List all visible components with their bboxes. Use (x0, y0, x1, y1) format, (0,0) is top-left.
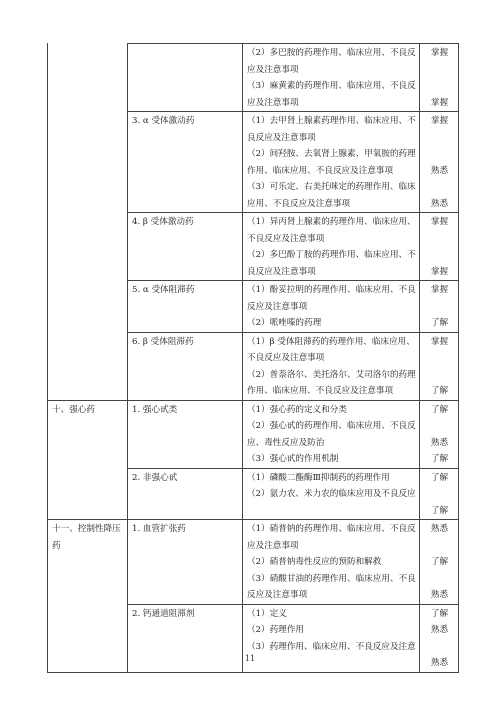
category-cell (48, 112, 128, 213)
requirement-cell (420, 468, 459, 520)
category-cell (48, 332, 128, 400)
subcategory-cell: 1. 强心甙类 (128, 400, 243, 468)
table-row (48, 213, 459, 281)
subcategory-cell: 5. α 受体阻滞药 (128, 281, 243, 333)
syllabus-table-body (48, 44, 459, 673)
content-cell (243, 213, 420, 281)
content-item: （1）磷酸二酯酶Ⅲ抑制药的药理作用 (247, 472, 390, 483)
table-row (48, 400, 459, 468)
content-item: （2）药理作用 (247, 625, 305, 635)
table-row (48, 281, 459, 333)
content-item: （2）氨力农、米力农的临床应用及不良反应 (247, 489, 416, 499)
content-item: （1）去甲肾上腺素药理作用、临床应用、不良反应及注意事项 (247, 116, 416, 143)
content-item: （2）多巴胺的药理作用、临床应用、不良反应及注意事项 (247, 48, 416, 75)
content-cell (243, 332, 420, 400)
content-item: （1）定义 (247, 608, 287, 619)
requirement-cell (420, 281, 459, 333)
content-item: （2）多巴酚丁胺的药理作用、临床应用、不良反应及注意事项 (247, 250, 416, 277)
category-cell: 十、强心药 (48, 400, 128, 468)
category-cell (48, 281, 128, 333)
subcategory-cell: 2. 钙通道阻滞剂 (128, 604, 243, 672)
page-number: 11 (244, 654, 256, 663)
requirement-level: 熟悉 (430, 524, 449, 534)
category-cell (48, 44, 128, 112)
content-item: （2）强心甙的药理作用、临床应用、不良反应、毒性反应及防治 (247, 421, 416, 448)
syllabus-table (47, 43, 459, 673)
table-row (48, 44, 459, 112)
content-item: （3）硝酸甘油的药理作用、临床应用、不良反应及注意事项 (247, 573, 416, 600)
requirement-level: 熟悉 (430, 625, 449, 635)
content-item: （1）酚妥拉明的药理作用、临床应用、不良反应及注意事项 (247, 285, 416, 312)
category-cell (48, 213, 128, 281)
content-item: （1）硝普钠的药理作用、临床应用、不良反应及注意事项 (247, 524, 416, 551)
table-row (48, 468, 459, 520)
requirement-level: 掌握 (430, 285, 449, 295)
requirement-cell (420, 44, 459, 112)
requirement-cell (420, 332, 459, 400)
content-item: （3）可乐定、右美托咪定的药理作用、临床应用、不良反应及注意事项 (247, 182, 416, 209)
content-item: （3）麻黄素的药理作用、临床应用、不良反应及注意事项 (247, 81, 416, 108)
requirement-level: 掌握 (430, 48, 449, 58)
content-cell (243, 44, 420, 112)
subcategory-cell: 2. 非强心甙 (128, 468, 243, 520)
requirement-level: 了解 (430, 454, 449, 464)
category-cell (48, 468, 128, 520)
requirement-cell (420, 520, 459, 605)
content-item: （1）异丙肾上腺素的药理作用、临床应用、不良反应及注意事项 (247, 217, 416, 244)
content-cell (243, 281, 420, 333)
content-item: （3）药理作用、临床应用、不良反应及注意 (247, 641, 416, 652)
content-item: （3）强心甙的作用机制 (247, 454, 339, 464)
requirement-cell (420, 112, 459, 213)
content-cell (243, 400, 420, 468)
requirement-level: 熟悉 (430, 198, 449, 209)
requirement-level: 掌握 (430, 97, 449, 108)
content-cell (243, 520, 420, 605)
content-cell (243, 112, 420, 213)
requirement-level: 掌握 (430, 116, 449, 126)
content-item: （1）强心药的定义和分类 (247, 404, 347, 415)
content-item: （2）间羟胺、去氧肾上腺素、甲氧胺的药理作用、临床应用、不良反应及注意事项 (247, 149, 416, 176)
subcategory-cell (128, 44, 243, 112)
category-cell: 十一、控制性降压药 (48, 520, 128, 605)
requirement-level: 了解 (430, 505, 449, 516)
requirement-level: 掌握 (430, 266, 449, 277)
subcategory-cell: 1. 血管扩张药 (128, 520, 243, 605)
subcategory-cell: 6. β 受体阻滞药 (128, 332, 243, 400)
content-cell (243, 468, 420, 520)
requirement-level: 了解 (430, 608, 449, 619)
requirement-level: 了解 (430, 404, 449, 415)
requirement-level: 了解 (430, 472, 449, 483)
requirement-level: 了解 (430, 318, 449, 328)
table-row (48, 332, 459, 400)
requirement-level: 熟悉 (430, 658, 449, 668)
content-item: （1）β 受体阻滞药的药理作用、临床应用、不良反应及注意事项 (247, 336, 415, 363)
requirement-level: 熟悉 (430, 165, 449, 176)
requirement-level: 了解 (430, 386, 449, 396)
requirement-cell (420, 400, 459, 468)
requirement-level: 掌握 (430, 217, 449, 227)
table-row (48, 112, 459, 213)
requirement-level: 熟悉 (430, 437, 449, 448)
requirement-cell (420, 213, 459, 281)
subcategory-cell: 4. β 受体激动药 (128, 213, 243, 281)
requirement-level: 掌握 (430, 336, 449, 347)
requirement-level: 了解 (430, 557, 449, 567)
content-item: （2）硝普钠毒性反应的预防和解救 (247, 557, 382, 567)
content-item: （2）普萘洛尔、美托洛尔、艾司洛尔的药理作用、临床应用、不良反应及注意事项 (247, 369, 416, 396)
requirement-level: 熟悉 (430, 590, 449, 600)
content-item: （2）哌唑嗪的药理 (247, 318, 322, 328)
subcategory-cell: 3. α 受体激动药 (128, 112, 243, 213)
table-row (48, 520, 459, 605)
